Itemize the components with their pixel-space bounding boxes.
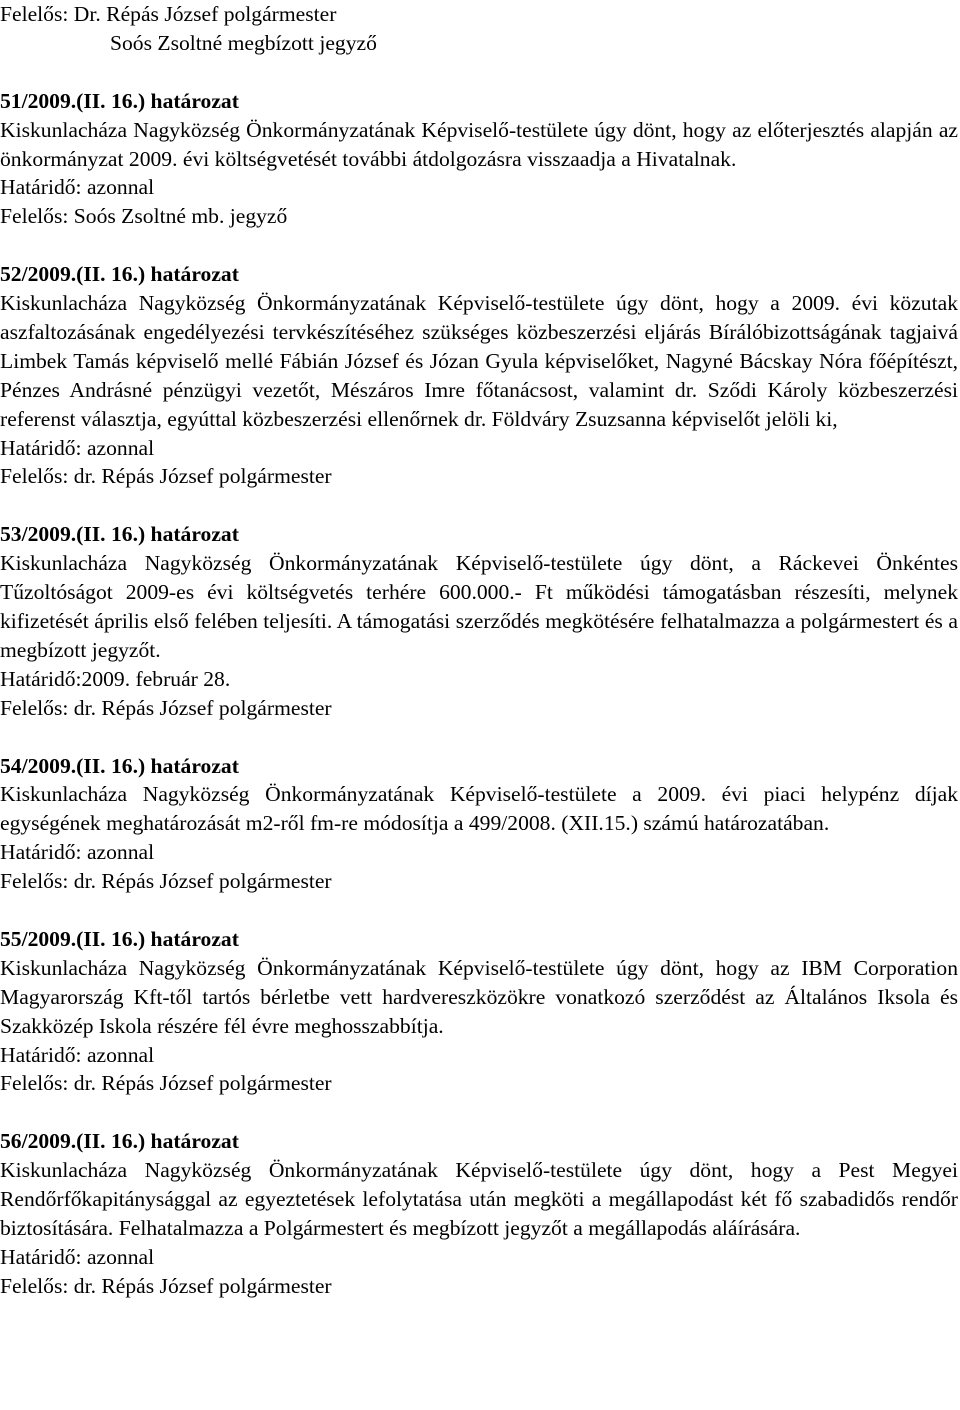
spacer [0,231,958,260]
resolution-deadline: Határidő:2009. február 28. [0,666,231,691]
resolution-title: 51/2009.(II. 16.) határozat [0,88,239,113]
resolution-responsible: Felelős: dr. Répás József polgármester [0,1071,332,1096]
resolution-deadline: Határidő: azonnal [0,840,155,865]
resolution-responsible: Felelős: dr. Répás József polgármester [0,695,332,720]
header-responsible-2: Soós Zsoltné megbízott jegyző [110,30,377,55]
spacer [0,491,958,520]
resolution-title: 52/2009.(II. 16.) határozat [0,262,239,287]
resolution-body: Kiskunlacháza Nagyközség Önkormányzatának Képviselő-testülete a 2009. évi piaci helypénz díjak egységének meghatározását m2-ről fm-re módosítja a 499/2008. (XII.15.) számú határozatában. [0,782,958,836]
resolution-responsible: Felelős: dr. Répás József polgármester [0,869,332,894]
resolution-deadline: Határidő: azonnal [0,1244,155,1269]
spacer [0,58,958,87]
resolution-deadline: Határidő: azonnal [0,175,155,200]
resolution-body: Kiskunlacháza Nagyközség Önkormányzatának Képviselő-testülete úgy dönt, hogy az előterjesztés alapján az önkormányzat 2009. évi költségvetését további átdolgozásra visszaadja a Hivatalnak. [0,117,958,171]
resolution-title: 56/2009.(II. 16.) határozat [0,1129,239,1154]
spacer [0,723,958,752]
resolution-deadline: Határidő: azonnal [0,1042,155,1067]
resolution-responsible: Felelős: dr. Répás József polgármester [0,464,332,489]
resolution-body: Kiskunlacháza Nagyközség Önkormányzatának Képviselő-testülete úgy dönt, a Ráckevei Önkéntes Tűzoltóságot 2009-es évi költségvetés terhére 600.000.- Ft működési támogatásban részesíti, melynek kifizetését április első felében teljesíti. A támogatási szerződés megkötésére felhatalmazza a polgármestert és a megbízott jegyzőt. [0,551,958,662]
spacer [0,1098,958,1127]
resolution-title: 54/2009.(II. 16.) határozat [0,753,239,778]
header-responsible: Felelős: Dr. Répás József polgármester [0,2,337,26]
resolution-body: Kiskunlacháza Nagyközség Önkormányzatának Képviselő-testülete úgy dönt, hogy a 2009. évi közutak aszfaltozásának engedélyezési tervkészítéséhez szükséges közbeszerzési eljárás Bírálóbizottságának tagjaivá Limbek Tamás képviselő mellé Fábián József és Józan Gyula képviselőket, Nagyné Bácskay Nóra főépítészt, Pénzes Andrásné pénzügyi vezetőt, Mészáros Imre főtanácsost, valamint dr. Sződi Károly közbeszerzési referenst választja, egyúttal közbeszerzési ellenőrnek dr. Földváry Zsuzsanna képviselőt jelöli ki, [0,291,958,431]
resolution-responsible: Felelős: dr. Répás József polgármester [0,1273,332,1298]
resolution-body: Kiskunlacháza Nagyközség Önkormányzatának Képviselő-testülete úgy dönt, hogy az IBM Corporation Magyarország Kft-től tartós bérletbe vett hardvereszközökre vonatkozó szerződést az Általános Iksola és Szakközép Iskola részére fél évre meghosszabbítja. [0,955,958,1038]
spacer [0,896,958,925]
resolution-responsible: Felelős: Soós Zsoltné mb. jegyző [0,204,288,229]
resolution-title: 53/2009.(II. 16.) határozat [0,522,239,547]
resolution-title: 55/2009.(II. 16.) határozat [0,926,239,951]
resolution-deadline: Határidő: azonnal [0,435,155,460]
resolution-body: Kiskunlacháza Nagyközség Önkormányzatának Képviselő-testülete úgy dönt, hogy a Pest Megyei Rendőrfőkapitánysággal az egyeztetések lefolytatása után megköti a megállapodást két fő szabadidős rendőr biztosítására. Felhatalmazza a Polgármestert és megbízott jegyzőt a megállapodás aláírására. [0,1158,958,1240]
